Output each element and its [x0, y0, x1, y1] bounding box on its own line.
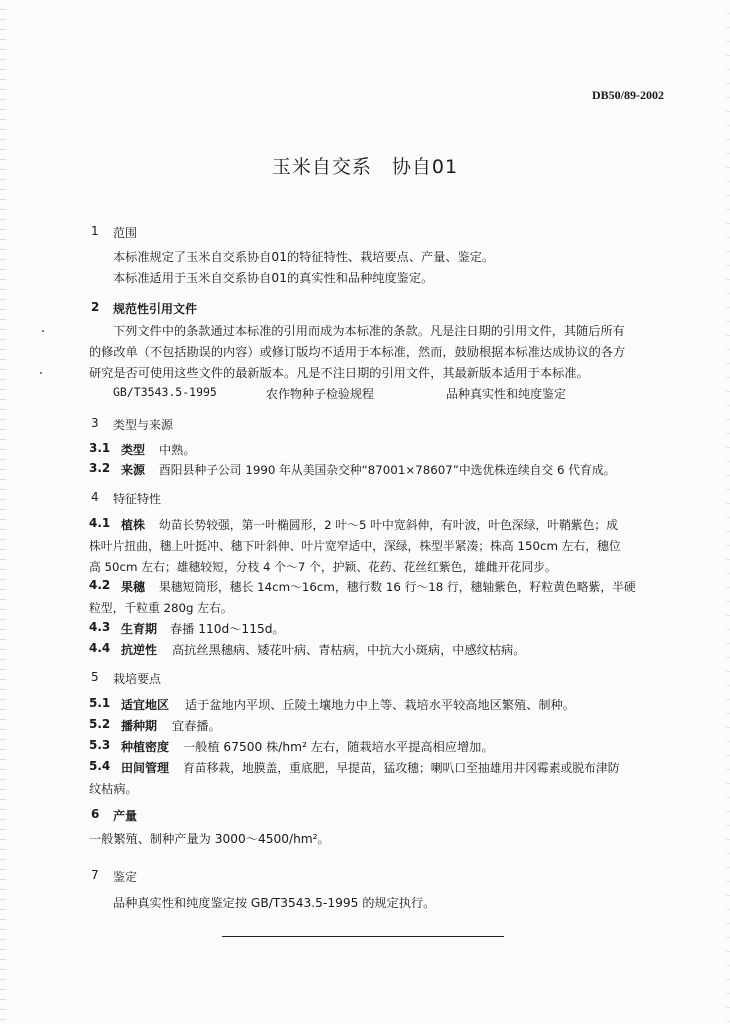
section-7-text: 品种真实性和纯度鉴定按 GB/T3543.5-1995 的规定执行。 — [113, 896, 436, 910]
reference-code: GB/T3543.5-1995 — [113, 385, 217, 399]
item-4-3-label: 生育期 — [121, 622, 158, 636]
item-3-2-label: 来源 — [121, 463, 146, 477]
item-4-1-line-2: 株叶片扭曲，穗上叶挺冲、穗下叶斜伸、叶片宽窄适中，深绿，株型半紧凑；株高 150cm 左右，穗位 — [89, 539, 621, 553]
item-4-3-number: 4.3 — [89, 620, 111, 634]
item-3-1-text: 中熟。 — [159, 443, 196, 457]
item-4-2-line-1: 果穗短筒形，穗长 14cm～16cm，穗行数 16 行～18 行，穗轴紫色，籽粒黄色略紫，半硬 — [159, 580, 636, 594]
section-6-number: 6 — [91, 807, 100, 821]
item-4-4-number: 4.4 — [89, 641, 111, 655]
section-5-number: 5 — [91, 670, 99, 684]
section-1-heading: 范围 — [113, 226, 138, 240]
section-1-para-1: 本标准规定了玉米自交系协自01的特征特性、栽培要点、产量、鉴定。 — [113, 250, 495, 264]
item-4-2-number: 4.2 — [89, 578, 111, 592]
reference-title-2: 品种真实性和纯度鉴定 — [446, 387, 567, 401]
section-4-heading: 特征特性 — [113, 492, 162, 506]
item-5-4-label: 田间管理 — [121, 761, 170, 775]
item-4-1-label: 植株 — [121, 518, 146, 532]
reference-title-1: 农作物种子检验规程 — [266, 387, 375, 401]
item-5-1-number: 5.1 — [89, 696, 111, 710]
section-3-number: 3 — [91, 416, 99, 430]
section-6-text: 一般繁殖、制种产量为 3000～4500/hm²。 — [89, 832, 330, 846]
item-4-2-label: 果穗 — [121, 580, 146, 594]
item-4-1-line-1: 幼苗长势较强，第一叶椭圆形，2 叶～5 叶中宽斜伸，有叶波，叶色深绿，叶鞘紫色；成 — [159, 518, 618, 532]
end-rule — [222, 936, 504, 937]
page-title: 玉米自交系 协自01 — [271, 156, 459, 178]
item-5-1-label: 适宜地区 — [121, 698, 170, 712]
item-4-1-line-3: 高 50cm 左右；雄穗较短，分枝 4 个～7 个，护颖、花药、花丝红紫色，雄雌开花同步。 — [89, 560, 557, 574]
item-4-2-line-2: 粒型，千粒重 280g 左右。 — [89, 601, 233, 615]
scan-speck — [42, 330, 44, 332]
item-3-2-text: 酉阳县种子公司 1990 年从美国杂交种“87001×78607”中选优株连续自交 6 代育成。 — [159, 463, 616, 477]
item-5-2-number: 5.2 — [89, 717, 111, 731]
section-2-number: 2 — [91, 300, 100, 314]
scan-speck — [40, 372, 42, 374]
normative-reference-row — [0, 385, 730, 401]
item-5-2-label: 播种期 — [121, 719, 158, 733]
item-3-1-number: 3.1 — [89, 441, 111, 455]
section-7-heading: 鉴定 — [113, 870, 138, 884]
item-5-2-text: 宜春播。 — [172, 719, 221, 733]
item-3-2-number: 3.2 — [89, 461, 111, 475]
item-5-3-label: 种植密度 — [121, 740, 170, 754]
item-4-1-number: 4.1 — [89, 516, 111, 530]
section-2-line-1: 下列文件中的条款通过本标准的引用而成为本标准的条款。凡是注日期的引用文件，其随后所有 — [113, 324, 625, 338]
item-5-4-number: 5.4 — [89, 759, 111, 773]
section-5-heading: 栽培要点 — [113, 672, 162, 686]
item-5-3-number: 5.3 — [89, 738, 111, 752]
section-6-heading: 产量 — [113, 809, 138, 823]
item-5-4-line-1: 育苗移栽，地膜盖，重底肥，早提苗，猛攻穗；喇叭口至抽雄用井冈霉素或脱布津防 — [183, 761, 620, 775]
item-3-1-label: 类型 — [121, 443, 146, 457]
section-1-number: 1 — [91, 224, 99, 238]
section-7-number: 7 — [91, 868, 99, 882]
item-5-4-line-2: 纹枯病。 — [89, 782, 138, 796]
item-5-3-text: 一般植 67500 株/hm² 左右，随栽培水平提高相应增加。 — [183, 740, 494, 754]
section-4-number: 4 — [91, 490, 99, 504]
item-5-1-text: 适于盆地内平坝、丘陵土壤地力中上等、栽培水平较高地区繁殖、制种。 — [185, 698, 575, 712]
section-2-heading: 规范性引用文件 — [113, 302, 198, 316]
item-4-3-text: 春播 110d～115d。 — [170, 622, 285, 636]
item-4-4-label: 抗逆性 — [121, 643, 158, 657]
doc-number: DB50/89-2002 — [592, 88, 664, 102]
section-3-heading: 类型与来源 — [113, 418, 174, 432]
section-2-line-3: 研究是否可使用这些文件的最新版本。凡是不注日期的引用文件，其最新版本适用于本标准。 — [89, 366, 589, 380]
section-2-line-2: 的修改单（不包括勘误的内容）或修订版均不适用于本标准，然而，鼓励根据本标准达成协议的各方 — [89, 345, 626, 359]
section-1-para-2: 本标准适用于玉米自交系协自01的真实性和品种纯度鉴定。 — [113, 271, 434, 285]
item-4-4-text: 高抗丝黑穗病、矮花叶病、青枯病，中抗大小斑病，中感纹枯病。 — [172, 643, 526, 657]
